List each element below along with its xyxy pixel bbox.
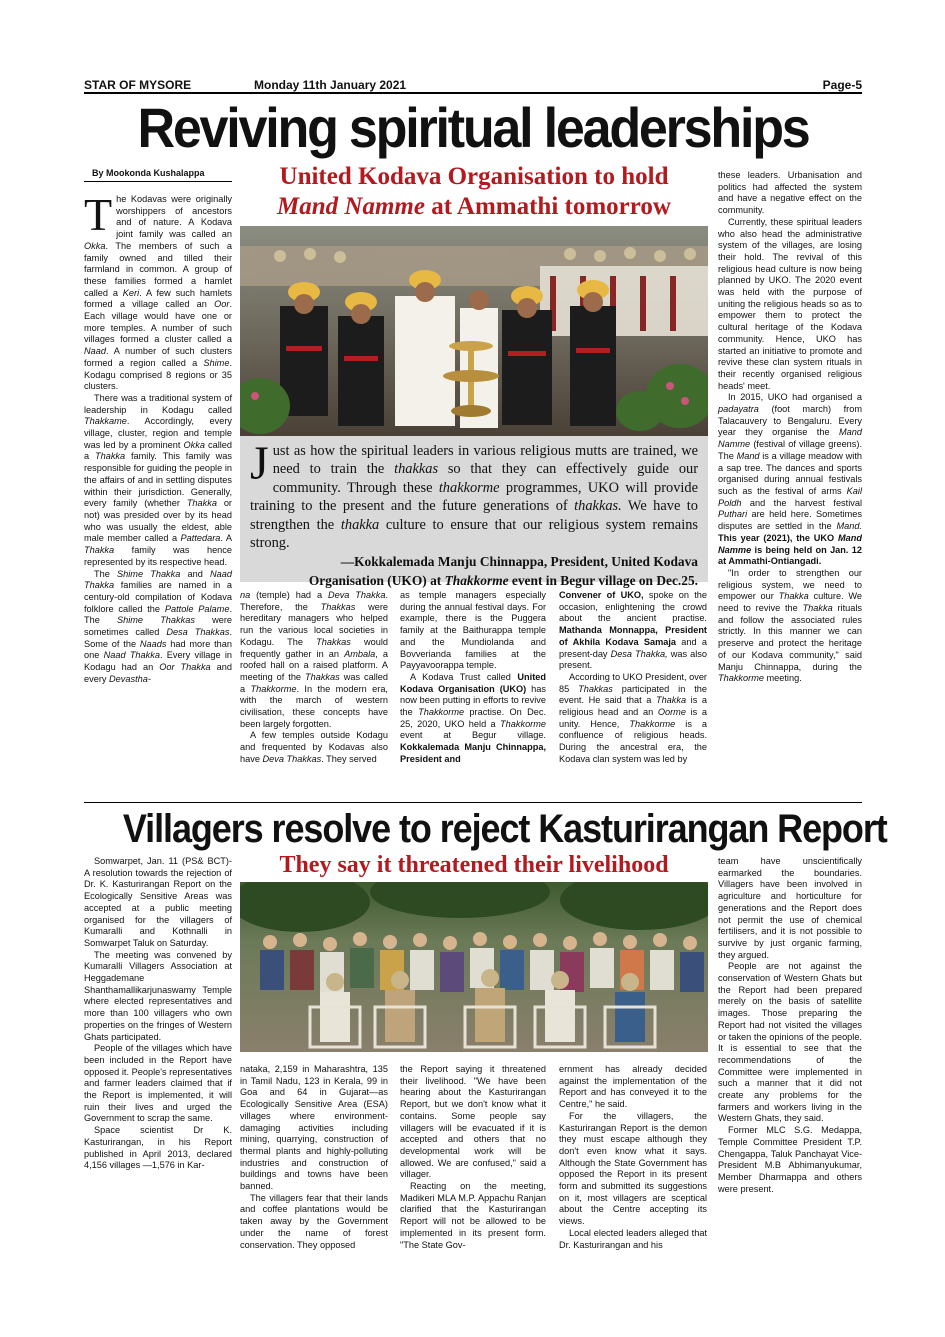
story1-subhead (240, 162, 708, 222)
story2-headline: Villagers resolve to reject Kasturirangan Report (122, 807, 887, 851)
story1-headline: Reviving spiritual leaderships (137, 96, 809, 159)
story2-column-5: team have unscientifically earmarked the boundaries. Villagers have been involved in agriculture and horticulture for generations and the Report does not permit the use of chemical fertilisers, and it is not possible to survive by just organic farming, they argued. People are not against the conservation of Western Ghats but the Report had been prepared merely on the basis of satellite images. Those preparing the Report had not visited the villages or taken the opinions of the people. It is essential to see that the recommendations of the Committee were implemented in such a manner that it did not create any problems for the farmers and workers living in the Western Ghats, they said. Former MLC S.G. Medappa, Temple Committee President T.P. Chengappa, Taluk Panchayat Vice-President M.B Abhimanyukumar, Member Dharmappa and others were present. (718, 856, 862, 1194)
byline: By Mookonda Kushalappa (84, 166, 232, 182)
quote-text-1: ust as how the spiritual leaders in various religious mutts are trained, we need to train the (272, 443, 698, 478)
paper-name: STAR OF MYSORE (84, 78, 192, 92)
story2-column-3: the Report saying it threatened their livelihood. "We have been hearing about the Kasturirangan Report, but we don't know what it contains. Some people say villagers will be evacuated if it is accepted and others that no developmental work will be allowed. We are confused," said a villager. Reacting on the meeting, Madikeri MLA M.P. Appachu Ranjan clarified that the Kasturirangan Report will not be allowed to be implemented in its present form. "The State Gov- (400, 1064, 546, 1250)
quote-attribution-line1: —Kokkalemada Manju Chinnappa, President, United Kodava (340, 554, 698, 570)
story2-column-2: nataka, 2,159 in Maharashtra, 135 in Tamil Nadu, 123 in Kerala, 99 in Goa and 64 in Gujarat—as Ecologically Sensitive Area (ESA) villages where environment-damaging activities including mining, quarrying, construction of thermal plants and highly-polluting industries and construction of buildings and towns have been banned. The villagers fear that their lands and coffee plantations would be taken away by the Government under the name of forest conservation. They opposed (240, 1064, 388, 1250)
story2-column-1: Somwarpet, Jan. 11 (PS& BCT)-A resolution towards the rejection of Dr. K. Kasturirangan Report on the Ecologically Sensitive Areas was accepted at a public meeting organised for the villagers of Kumaralli and Kothnalli in Somwarpet Taluk on Saturday. The meeting was convened by Kumaralli Villagers Association at Heggademane Shanthamallikarjunaswamy Temple where elected representatives and more than 100 villagers who own properties on the fringes of Western Ghats participated. People of the villages which have been included in the Report have opposed it. People's representatives and farmer leaders claimed that if the Report is implemented, it will ruin their lives and urged the Government to scrap the same. Space scientist Dr K. Kasturirangan, in his Report published in April 2013, declared 4,156 villages —1,576 in Kar- (84, 856, 232, 1171)
story2-subhead: They say it threatened their livelihood (279, 852, 669, 878)
quote-text-5: culture to ensure that our religious system remains strong. (250, 516, 698, 552)
quote-attribution-line2 (250, 571, 698, 590)
issue-date: Monday 11th January 2021 (254, 78, 407, 92)
quote-term-3: thakkas. (574, 498, 622, 515)
story1-subhead-italic: Mand Namme (277, 193, 425, 220)
quote-text-4: We have to strengthen the (250, 498, 698, 533)
story1-subhead-rest: at Ammathi tomorrow (424, 193, 671, 220)
story1-column-4: Convener of UKO, spoke on the occasion, enlightening the crowd about the ancient practise. Mathanda Monnappa, President of Akhila Kodava Samaja and a present-day Desa Thakka, was also present. According to UKO President, over 85 Thakkas participated in the event. He said that a Thakka is a religious head and an Oorme is a unity. Hence, Thakkorme is a confluence of religious heads. During the ancestral era, the Kodava clan system was led by (559, 590, 707, 764)
masthead (84, 78, 862, 94)
quote-term-2: thakkorme (438, 479, 500, 496)
villagers-meeting-photo (240, 882, 708, 1052)
story1-photo (240, 226, 708, 436)
quote-attr2-a: Organisation (UKO) at (308, 573, 445, 589)
quote-text-3: programmes, UKO will provide training to the present and the future generations of (250, 479, 698, 515)
quote-text-2: so that they can effectively guide our community. Through these (272, 461, 699, 496)
quote-term-1: thakkas (394, 461, 439, 478)
quote-attr2-italic: Thakkorme (444, 573, 509, 589)
pull-quote-dropcap: J (250, 437, 269, 490)
lamp-ceremony-photo (240, 226, 708, 436)
story1-dropcap: T (84, 189, 113, 240)
section-divider (84, 802, 862, 803)
story1-column-2: na (temple) had a Deva Thakka. Therefore, the Thakkas were hereditary managers who helped run the various local societies in Kodagu. The Thakkas would frequently gather in an Ambala, a roofed hall on a raised platform. A meeting of the Thakkas was called a Thakkorme. In the modern era, with the march of western civilisation, these concepts have been largely forgotten. A few temples outside Kodagu and frequented by Kodavas also have Deva Thakkas. They served (240, 590, 389, 764)
page-number: Page-5 (822, 78, 862, 92)
pull-quote (240, 436, 708, 589)
story1-column-5: these leaders. Urbanisation and politics had affected the system and have a negative effect on the community. Currently, these spiritual leaders who also head the administrative system of the villages, are losing their hold. The revival of this religious head culture is now being planned by UKO. The 2020 event was held with the purpose of uniting the religious heads so as to empower them to protect the cultural heritage of the Kodava community. Hence, UKO has started an initiative to promote and revive these clan system rituals in their recently organised religious heads' meet. In 2015, UKO had organised a padayatra (foot march) from Talacauvery to Bengaluru. Every year they organise the Mand Namme (festival of village greens). The Mand is a village meadow with a sap tree. The dances and sports organised during annual festivals such as the festival of arms Kail Poldh and the harvest festival Puthari are held here. Sometimes disputes are settled in the Mand. This year (2021), the UKO Mand Namme is being held on Jan. 12 at Ammathi-Ontiangadi. "In order to strengthen our religious system, we need to empower our Thakka culture. We need to revive the Thakka rituals and follow the associated rules strictly. In this manner we can preserve and protect the heritage of our Kodava community," said Manju Chinnappa, during the Thakkorme meeting. (718, 170, 863, 684)
quote-attribution (250, 552, 698, 590)
story1-subhead-line2 (240, 192, 708, 222)
quote-attr2-b: event in Begur village on Dec.25. (508, 573, 698, 589)
story1-subhead-line1: United Kodava Organisation to hold (279, 163, 669, 190)
story2-column-4: ernment has already decided against the implementation of the Report and has conveyed it to the Centre," he said. For the villagers, the Kasturirangan Report is the demon they must escape although they don't even know what it says. Although the State Government has opposed the Report in its present form and submitted its suggestions on it, most villagers are sceptical about the Centre accepting its views. Local elected leaders alleged that Dr. Kasturirangan and his (559, 1064, 707, 1250)
story1-column-3: as temple managers especially during the annual festival days. For example, there is the Puggera family at the Baithurappa temple and the Mundiolanda and Bovverianda families at the Payyavoorappa temple. A Kodava Trust called United Kodava Organisation (UKO) has now been putting in efforts to revive the Thakkorme practise. On Dec. 25, 2020, UKO held a Thakkorme event at Begur village. Kokkalemada Manju Chinnappa, President and (400, 590, 546, 764)
quote-term-4: thakka (340, 516, 380, 533)
story1-column-1: The Kodavas were originally worshippers of ancestors and of nature. A Kodava joint family was called an Okka. The members of such a family owned and tilled their farmland in common. A group of these families formed a hamlet called a Keri. A few such hamlets formed a village called an Oor. Each village would have one or more temples. A number of such villages formed a cluster called a Naad. A number of such clusters formed a region called a Shime. Kodagu comprised 8 regions or 35 clusters. There was a traditional system of leadership in Kodagu called Thakkame. Accordingly, every village, cluster, region and temple was led by a prominent Okka called a Thakka family. This family was responsible for guiding the people in the affairs of and in settling disputes within their jurisdiction. Generally, every family (whether Thakka or not) was presided over by its head who was usually the eldest, able male member called a Pattedara. A Thakka family was hence represented by its respective head. The Shime Thakka and Naad Thakka families are named in a century-old compilation of Kodava folklore called the Pattole Palame. The Shime Thakkas were sometimes called Desa Thakkas. Some of the Naads had more than one Naad Thakka. Every village in Kodagu had an Oor Thakka and every Devastha- (84, 189, 233, 684)
story2-photo (240, 882, 708, 1052)
